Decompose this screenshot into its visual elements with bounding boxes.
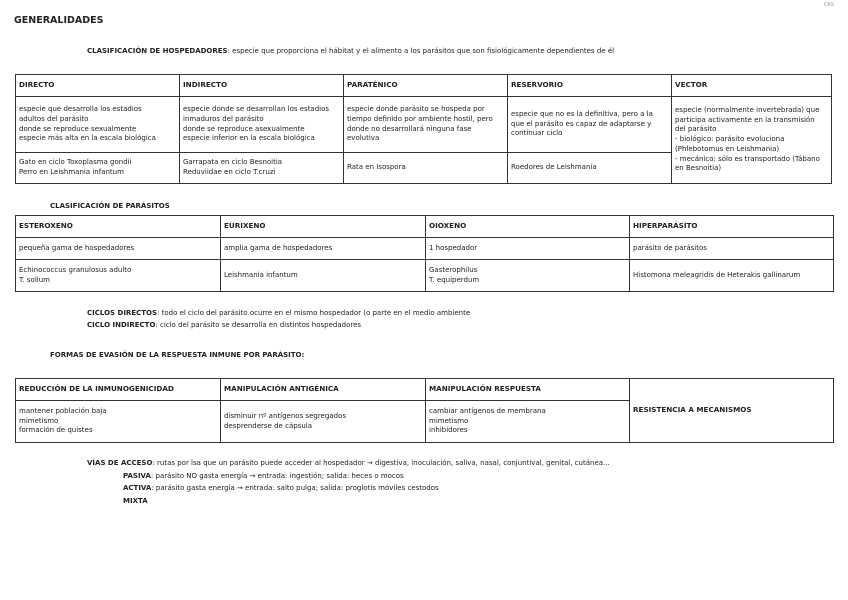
table-cell bbox=[180, 153, 344, 184]
cell-line: evolutiva bbox=[347, 134, 380, 143]
via-pasiva-text: : parásito NO gasta energía → entrada: ingestión; salida: heces o mocos bbox=[150, 472, 404, 480]
cell-line: Leishmania infantum bbox=[224, 270, 298, 279]
page-title: GENERALIDADES bbox=[14, 15, 104, 26]
resistencia-cell: RESISTENCIA A MECANISMOS bbox=[630, 379, 834, 443]
cell-line: Gato en ciclo Toxoplasma gondii bbox=[19, 158, 132, 167]
cell-line: formación de quistes bbox=[19, 426, 93, 435]
table-cell bbox=[180, 97, 344, 153]
cell-line: T. equiperdum bbox=[429, 275, 480, 284]
table-cell bbox=[672, 97, 832, 184]
hospedadores-heading: CLASIFICACIÓN DE HOSPEDADORES bbox=[87, 47, 228, 55]
table-cell: parásito de parásitos bbox=[630, 238, 834, 260]
cell-line: (Phlebotomus en Leishmania) bbox=[675, 144, 780, 153]
corner-tag: CRS bbox=[823, 2, 834, 8]
table-cell bbox=[16, 401, 221, 443]
table-cell bbox=[344, 97, 508, 153]
table-header: MANIPULACIÓN RESPUESTA bbox=[426, 379, 630, 401]
table-cell bbox=[508, 97, 672, 153]
cell-line: desprenderse de cápsula bbox=[224, 421, 312, 430]
cell-line: en Besnoitia) bbox=[675, 164, 722, 173]
cell-line: del parásito bbox=[675, 125, 717, 134]
cell-line: que el parásito es capaz de adaptarse y bbox=[511, 119, 652, 128]
table-cell bbox=[16, 260, 221, 292]
cell-line: adultos del parásito bbox=[19, 114, 89, 123]
cell-line: Gasterophilus bbox=[429, 265, 478, 274]
table-cell bbox=[16, 153, 180, 184]
table-header: RESERVORIO bbox=[508, 75, 672, 97]
ciclo-indirecto bbox=[87, 321, 361, 330]
cell-line: tiempo definido por ambiente hostil, pero bbox=[347, 114, 493, 123]
table-header: OIOXENO bbox=[426, 216, 630, 238]
ciclo-indirecto-text: : ciclo del parásito se desarrolla en distintos hospedadores bbox=[155, 321, 362, 329]
cell-line: T. solium bbox=[19, 275, 50, 284]
cell-line: especie inferior en la escala biológica bbox=[183, 134, 315, 143]
cell-line: especie donde se desarrollan los estadios bbox=[183, 104, 330, 113]
via-activa-label: ACTIVA bbox=[123, 484, 152, 492]
cell-line: especie más alta en la escala biológica bbox=[19, 134, 156, 143]
cell-line: inhibidores bbox=[429, 426, 468, 435]
via-pasiva-label: PASIVA bbox=[123, 472, 151, 480]
ciclos-directos-text: : todo el ciclo del parásito ocurre en el mismo hospedador (o parte en el medio ambiente bbox=[157, 309, 471, 317]
cell-line: especie (normalmente invertebrada) que bbox=[675, 105, 820, 114]
cell-line: especie que no es la definitiva, pero a la bbox=[511, 109, 653, 118]
ciclos-directos-label: CICLOS DIRECTOS bbox=[87, 309, 158, 317]
table-cell bbox=[426, 401, 630, 443]
cell-line: mantener población baja bbox=[19, 406, 107, 415]
hospedadores-definition bbox=[87, 47, 614, 56]
parasitos-heading: CLASIFICACIÓN DE PARÁSITOS bbox=[50, 202, 170, 210]
cell-line: - biológico: parásito evoluciona bbox=[675, 135, 785, 144]
table-header: EURIXENO bbox=[221, 216, 426, 238]
table-header: ESTEROXENO bbox=[16, 216, 221, 238]
hospedadores-table bbox=[15, 74, 832, 184]
table-header: DIRECTO bbox=[16, 75, 180, 97]
evasion-table bbox=[15, 378, 834, 443]
table-header: REDUCCIÓN DE LA INMUNOGENICIDAD bbox=[16, 379, 221, 401]
ciclos-directos bbox=[87, 309, 470, 318]
cell-line: inmaduros del parásito bbox=[183, 114, 264, 123]
cell-line: Roedores de Leishmania bbox=[511, 163, 597, 172]
cell-line: Reduviidae en ciclo T.cruzi bbox=[183, 168, 276, 176]
cell-line: Rata en Isospora bbox=[347, 163, 406, 172]
via-pasiva bbox=[123, 472, 404, 481]
cell-line: participa activamente en la transmisión bbox=[675, 115, 815, 124]
cell-line: mimetismo bbox=[19, 416, 59, 425]
cell-line: cambiar antígenos de membrana bbox=[429, 406, 546, 415]
table-cell bbox=[16, 97, 180, 153]
table-cell bbox=[426, 260, 630, 292]
cell-line: Histomona meleagridis de Heterakis gallinarum bbox=[633, 270, 801, 279]
cell-line: Perro en Leishmania infantum bbox=[19, 168, 124, 176]
vias-acceso-label: VÍAS DE ACCESO bbox=[87, 459, 153, 467]
table-header: VECTOR bbox=[672, 75, 832, 97]
table-cell bbox=[344, 153, 508, 184]
cell-line: Garrapata en ciclo Besnoitia bbox=[183, 158, 283, 167]
table-cell: amplia gama de hospedadores bbox=[221, 238, 426, 260]
vias-acceso-text: : rutas por lsa que un parásito puede acceder al hospedador → digestiva, inoculación, saliva, nasal, conjuntival, genital, cutánea... bbox=[152, 459, 610, 467]
table-header: INDIRECTO bbox=[180, 75, 344, 97]
cell-line: especie que desarrolla los estadios bbox=[19, 104, 142, 113]
hospedadores-definition-text: : especie que proporciona el hábitat y el alimento a los parásitos que son fisiológicamente dependientes de él bbox=[227, 47, 615, 55]
table-header: PARATÉNICO bbox=[344, 75, 508, 97]
cell-line: donde se reproduce sexualmente bbox=[19, 124, 137, 133]
cell-line: Echinococcus granulosus adulto bbox=[19, 265, 132, 274]
cell-line: disminuir nº antígenos segregados bbox=[224, 411, 346, 420]
cell-line: - mecánico: sólo es transportado (Tábano bbox=[675, 154, 820, 163]
table-cell: 1 hospedador bbox=[426, 238, 630, 260]
table-header: HIPERPARÁSITO bbox=[630, 216, 834, 238]
ciclo-indirecto-label: CICLO INDIRECTO bbox=[87, 321, 156, 329]
cell-line: donde se reproduce asexualmente bbox=[183, 124, 305, 133]
via-activa bbox=[123, 484, 439, 493]
via-activa-text: : parásito gasta energía → entrada: salto pulga; salida: proglotis móviles cestodos bbox=[151, 484, 439, 492]
cell-line: continuar ciclo bbox=[511, 129, 563, 138]
evasion-heading: FORMAS DE EVASIÓN DE LA RESPUESTA INMUNE POR PARÁSITO: bbox=[50, 351, 305, 359]
table-cell bbox=[221, 401, 426, 443]
cell-line: mimetismo bbox=[429, 416, 469, 425]
table-cell bbox=[630, 260, 834, 292]
cell-line: donde no desarrollará ninguna fase bbox=[347, 124, 472, 133]
table-header: MANIPULACIÓN ANTIGÉNICA bbox=[221, 379, 426, 401]
parasitos-table bbox=[15, 215, 834, 292]
table-cell bbox=[221, 260, 426, 292]
cell-line: especie donde parásito se hospeda por bbox=[347, 104, 485, 113]
table-cell bbox=[508, 153, 672, 184]
table-cell: pequeña gama de hospedadores bbox=[16, 238, 221, 260]
vias-acceso bbox=[87, 459, 610, 468]
via-mixta-label: MIXTA bbox=[123, 497, 148, 505]
